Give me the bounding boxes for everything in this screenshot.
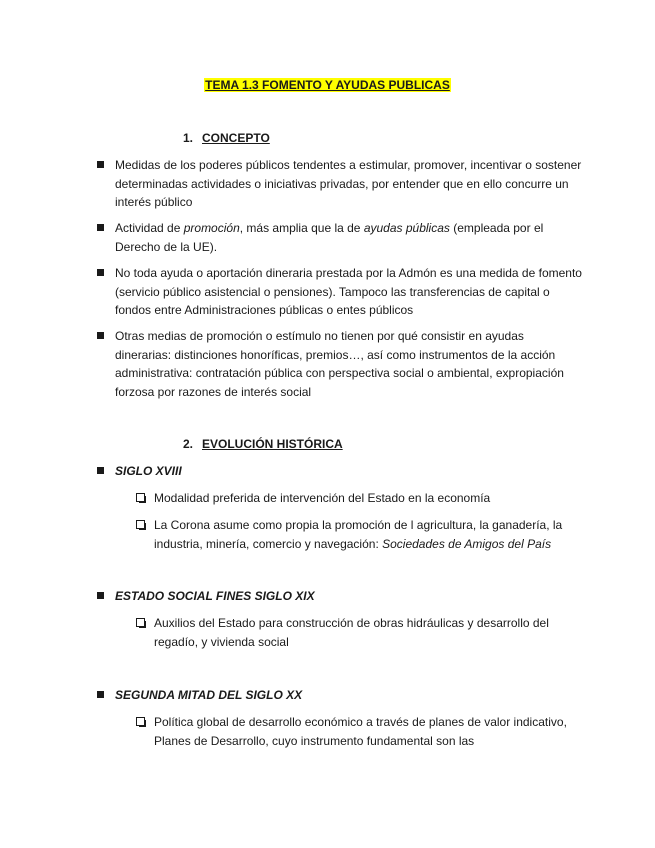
section-number: 2.: [183, 437, 194, 451]
sub-list-item: [154, 614, 584, 651]
section-title: EVOLUCIÓN HISTÓRICA: [202, 437, 343, 451]
sub-list-item: [154, 516, 584, 553]
section-title: CONCEPTO: [202, 131, 270, 145]
sub-list-item-text: Auxilios del Estado para construcción de obras hidráulicas y desarrollo del regadío, y vivienda social: [154, 616, 549, 649]
period-label: SIGLO XVIII: [115, 464, 182, 478]
square-bullet-icon: [97, 592, 104, 599]
section-heading-concepto: [183, 129, 270, 147]
checkbox-bullet-icon: [136, 520, 145, 529]
document-title-text: TEMA 1.3 FOMENTO Y AYUDAS PUBLICAS: [205, 78, 450, 92]
list-item: [115, 327, 583, 401]
square-bullet-icon: [97, 332, 104, 339]
section-number: 1.: [183, 131, 194, 145]
section-heading-evolucion: [183, 435, 343, 453]
square-bullet-icon: [97, 467, 104, 474]
sub-list-item-text: La Corona asume como propia la promoción de l agricultura, la ganadería, la industria, minería, comercio y navegación: Sociedades de Amigos del País: [154, 518, 563, 551]
sub-list-item-text: Modalidad preferida de intervención del Estado en la economía: [154, 491, 491, 505]
list-item-text: No toda ayuda o aportación dineraria prestada por la Admón es una medida de fomento (servicio público asistencial o pensiones). Tampoco las transferencias de capital o fondos entre Administraciones públicas o entes públicos: [115, 266, 582, 317]
list-item: [115, 264, 583, 320]
list-item: [115, 219, 583, 256]
square-bullet-icon: [97, 161, 104, 168]
list-item-text: Medidas de los poderes públicos tendentes a estimular, promover, incentivar o sostener determinadas actividades o iniciativas privadas, por entender que en ello concurre un interés público: [115, 158, 582, 209]
checkbox-bullet-icon: [136, 618, 145, 627]
square-bullet-icon: [97, 269, 104, 276]
sub-list-item-text: Política global de desarrollo económico a través de planes de valor indicativo, Planes de Desarrollo, cuyo instrumento fundamental son las: [154, 715, 567, 748]
period-heading: [115, 462, 583, 481]
period-heading: [115, 587, 583, 606]
checkbox-bullet-icon: [136, 493, 145, 502]
list-item: [115, 156, 583, 212]
period-label: ESTADO SOCIAL FINES SIGLO XIX: [115, 589, 315, 603]
period-label: SEGUNDA MITAD DEL SIGLO XX: [115, 688, 303, 702]
square-bullet-icon: [97, 224, 104, 231]
checkbox-bullet-icon: [136, 717, 145, 726]
sub-list-item: [154, 489, 584, 508]
list-item-text: Otras medias de promoción o estímulo no tienen por qué consistir en ayudas dinerarias: distinciones honoríficas, premios…, así como instrumentos de la acción administrativa: contratación pública con perspectiva social o ambiental, expropiación forzosa por razones de interés social: [115, 329, 564, 399]
list-item-text: Actividad de promoción, más amplia que la de ayudas públicas (empleada por el Derecho de la UE).: [115, 221, 544, 254]
square-bullet-icon: [97, 691, 104, 698]
period-heading: [115, 686, 583, 705]
document-title: [0, 76, 655, 94]
sub-list-item: [154, 713, 584, 750]
